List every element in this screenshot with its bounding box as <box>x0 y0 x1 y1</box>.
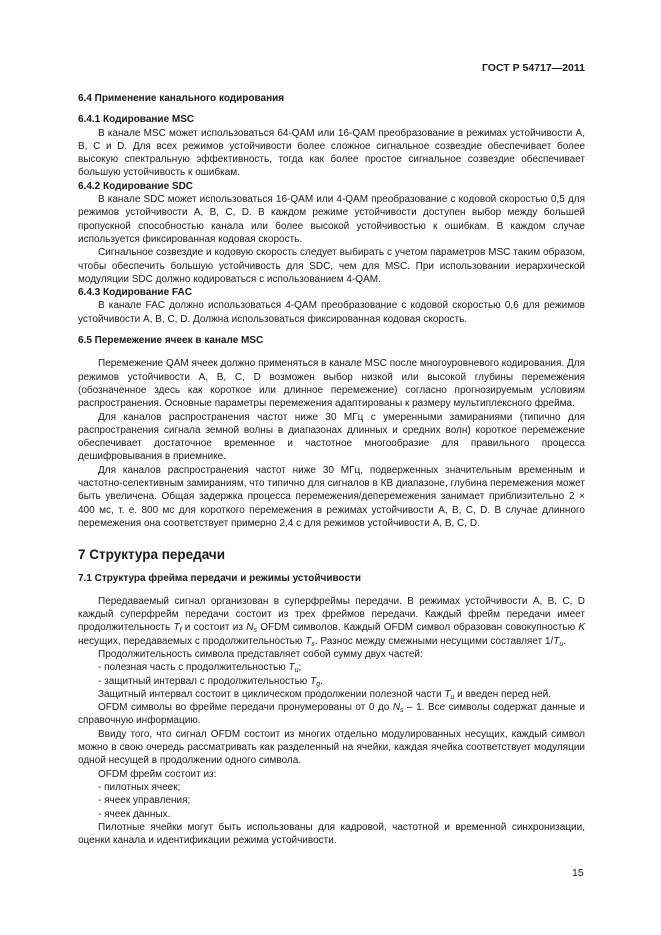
paragraph: Ввиду того, что сигнал OFDM состоит из многих отдельно модулированных несущих, каждый символ можно в свою очередь рассматривать как разделенный на ячейки, каждая ячейка соответствует модуляции одной несущей в продолжении одного символа. <box>78 728 585 767</box>
paragraph: Пилотные ячейки могут быть использованы для кадровой, частотной и временной синхронизации, оценки канала и идентификации режима устойчивости. <box>78 821 585 847</box>
paragraph: В канале SDC может использоваться 16-QAM или 4-QAM преобразование с кодовой скоростью 0,5 для режимов устойчивости A, B, C, D. В каждом режиме устойчивости доступен выбор между большей пропускной способностью канала или более высокой устойчивостью к ошибкам. В каждом случае используется фиксированная кодовая скорость. <box>78 194 585 245</box>
section-6-4-3-heading: 6.4.3 Кодирование FAC <box>78 287 192 299</box>
page-content <box>78 92 585 847</box>
list-item: - ячеек управления; <box>98 795 191 807</box>
paragraph: Сигнальное созвездие и кодовую скорость следует выбирать с учетом параметров MSC таким образом, чтобы обеспечить большую устойчивость для SDC, чем для MSC. При использовании иерархической модуляции SDC должно кодироваться с использованием 4-QAM. <box>78 247 585 285</box>
paragraph: Для каналов распространения частот ниже 30 МГц с умеренными замираниями (типично для распространения сигнала земной волны в диапазонах длинных и средних волн) короткое перемежение обеспечивает достаточное временное и частотное многообразие для правильного процесса дешифровывания в приемнике. <box>78 411 585 463</box>
paragraph: Продолжительность символа представляет собой сумму двух частей: <box>98 648 423 660</box>
page-number: 15 <box>572 867 584 879</box>
section-6-4-2-heading: 6.4.2 Кодирование SDC <box>78 180 194 192</box>
list-item: - пилотных ячеек; <box>98 781 181 793</box>
paragraph: OFDM символы во фрейме передачи пронумерованы от 0 до $N_s - 1$. Все символы содержат данные и справочную информацию. <box>78 702 585 727</box>
standard-header: ГОСТ Р 54717—2011 <box>481 62 585 74</box>
chapter-7-heading: 7 Структура передачи <box>78 547 226 563</box>
section-6-4-1-heading: 6.4.1 Кодирование MSC <box>78 114 195 126</box>
section-6-5-heading: 6.5 Перемежение ячеек в канале MSC <box>78 335 264 347</box>
paragraph: Перемежение QAM ячеек должно применяться в канале MSC после многоуровневого кодирования. Для режимов устойчивости A, B, C, D возможен выбор низкой или высокой глубины перемежения (обозначенное здесь как короткое или длинное перемежение) согласно прогнозируемым условиям распространения. Основные параметры перемежения адаптированы к размеру мультиплексного фрейма. <box>78 358 585 410</box>
paragraph: OFDM фрейм состоит из: <box>98 768 217 780</box>
paragraph: Передаваемый сигнал организован в суперфреймы передачи. В режимах устойчивости A, B, C, D каждый суперфрейм передачи состоит из трех фреймов передачи. Каждый фрейм передачи имеет продолжительность $T_f$ и состоит из $N_s$ OFDM символов. Каждый OFDM символ образован совокупностью K несущих, передаваемых с продолжительностью $T_s$. Разнос между смежными несущими составляет $1/T_u$. <box>78 595 585 648</box>
list-item: - защитный интервал с продолжительностью $T_g$. <box>98 675 323 688</box>
list-item: - полезная часть с продолжительностью $T_u$; <box>98 662 302 675</box>
paragraph: Защитный интервал состоит в циклическом продолжении полезной части $T_u$ и введен перед ней. <box>98 688 551 701</box>
paragraph: В канале MSC может использоваться 64-QAM или 16-QAM преобразование в режимах устойчивости A, B, C и D. Для всех режимов устойчивости более сложное сигнальное созвездие обеспечивает более высокую спектральную эффективность, тогда как более простое сигнальное созвездие обеспечивает большую устойчивость к ошибкам. <box>78 127 585 179</box>
paragraph: Для каналов распространения частот ниже 30 МГц, подверженных значительным временным и частотно-селективным замираниям, что типично для сигналов в КВ диапазоне, глубина перемежения может быть увеличена. Общая задержка процесса перемежения/деперемежения занимает приблизительно 2 × 400 мс, т. е. 800 мс для короткого перемежения в режимах устойчивости A, B, C, D. В случае длинного перемежения она соответствует примерно 2,4 с для режимов устойчивости A, B, C, D. <box>78 464 585 529</box>
section-7-1-heading: 7.1 Структура фрейма передачи и режимы устойчивости <box>78 572 362 584</box>
section-6-4-heading: 6.4 Применение канального кодирования <box>78 93 285 104</box>
list-item: - ячеек данных. <box>98 808 171 820</box>
paragraph: В канале FAC должно использоваться 4-QAM преобразование с кодовой скоростью 0,6 для режимов устойчивости A, B, C, D. Должна использоваться фиксированная кодовая скорость. <box>78 300 585 325</box>
